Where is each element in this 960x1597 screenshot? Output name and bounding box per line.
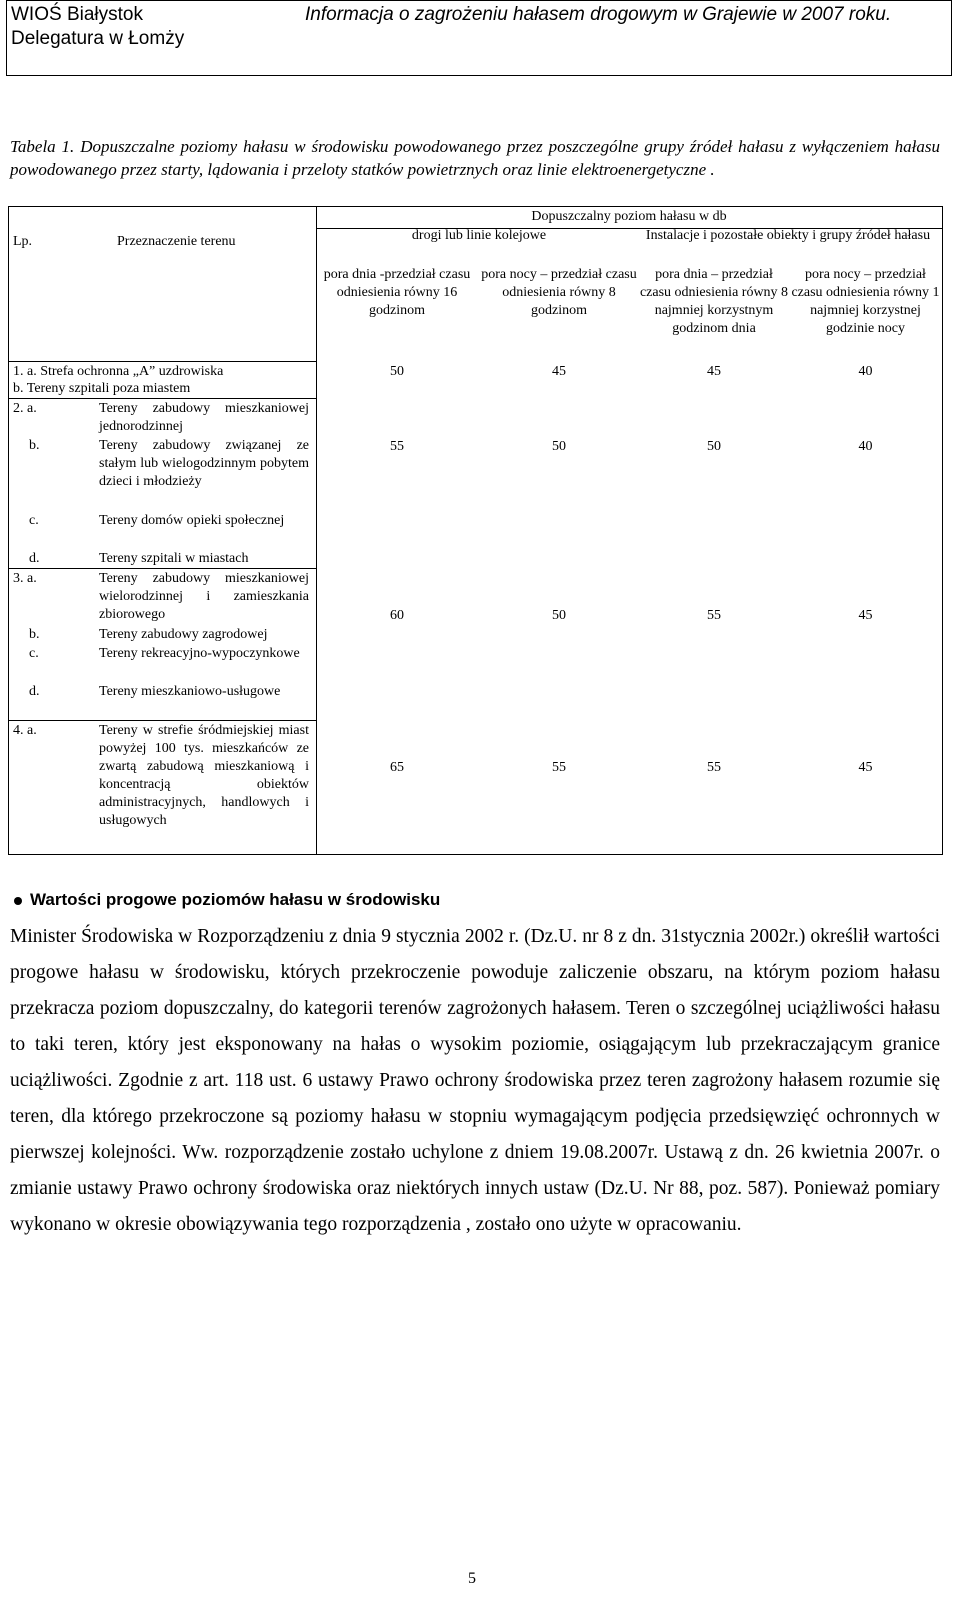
value-cell: 50 <box>390 364 404 379</box>
row2-b: Tereny zabudowy związanej ze stałym lub wielogodzinnym pobytem dzieci i młodzieży <box>99 438 309 489</box>
row2-d-num: d. <box>29 551 40 566</box>
row1-a: 1. a. Strefa ochronna „A” uzdrowiska <box>13 364 224 379</box>
row3-b-num: b. <box>29 627 40 642</box>
organization <box>11 3 184 51</box>
row3-c: Tereny rekreacyjno-wypoczynkowe <box>99 646 300 661</box>
value-cell: 45 <box>858 608 873 623</box>
noise-limits-table <box>8 206 943 855</box>
row3-b: Tereny zabudowy zagrodowej <box>99 627 268 642</box>
table-divider <box>9 568 316 569</box>
value-cell: 50 <box>552 608 566 623</box>
row1-b: b. Tereny szpitali poza miastem <box>13 381 191 396</box>
row3-d-num: d. <box>29 684 40 699</box>
roads-header: drogi lub linie kolejowe <box>411 228 547 243</box>
page-header <box>6 0 952 76</box>
row3-c-num: c. <box>29 646 39 661</box>
col-lp-header: Lp. <box>13 234 33 249</box>
value-cell: 45 <box>552 364 566 379</box>
row2-a: Tereny zabudowy mieszkaniowej jednorodzinnej <box>99 401 309 434</box>
table-divider <box>9 361 316 362</box>
value-cell: 50 <box>552 439 566 454</box>
col-night-install-header: pora nocy – przedział czasu odniesienia równy 1 najmniej korzystnej godzinie nocy <box>791 267 940 336</box>
row2-d: Tereny szpitali w miastach <box>99 551 249 566</box>
row3-d: Tereny mieszkaniowo-usługowe <box>99 684 281 699</box>
value-cell: 50 <box>707 439 721 454</box>
value-cell: 55 <box>390 439 404 454</box>
table-caption: Tabela 1. Dopuszczalne poziomy hałasu w środowisku powodowanego przez poszczególne grupy źródeł hałasu z wyłączeniem hałasu powodowanego przez starty, lądowania i przeloty statków powietrznych oraz linie elektroenergetyczne . <box>10 137 940 179</box>
row4-a: Tereny w strefie śródmiejskiej miast powyżej 100 tys. mieszkańców ze zwartą zabudową mieszkaniową i koncentracją obiektów administracyjnych, handlowych i usługowych <box>99 723 309 828</box>
row2-c-num: c. <box>29 513 39 528</box>
table-divider <box>9 720 316 721</box>
value-cell: 65 <box>390 760 404 775</box>
value-cell: 60 <box>390 608 404 623</box>
bullet-icon <box>14 897 22 905</box>
page-number: 5 <box>468 1570 476 1587</box>
col-day-roads-header: pora dnia -przedział czasu odniesienia równy 16 godzinom <box>323 267 471 318</box>
value-cell: 45 <box>858 760 873 775</box>
value-cell: 55 <box>552 760 566 775</box>
section-heading-text: Wartości progowe poziomów hałasu w środowisku <box>30 890 441 909</box>
body-paragraph: Minister Środowiska w Rozporządzeniu z dnia 9 stycznia 2002 r. (Dz.U. nr 8 z dn. 31stycznia 2002r.) określił wartości progowe hałasu w środowisku, których przekroczenie powoduje zaliczenie obszaru, na którym poziom hałasu przekracza poziom dopuszczalny, do kategorii terenów zagrożonych hałasem. Teren o szczególnej uciążliwości hałasu to taki teren, który jest eksponowany na hałas o wysokim poziomie, osiągającym lub przekraczającym granice uciążliwości. Zgodnie z art. 118 ust. 6 ustawy Prawo ochrony środowiska przez teren zagrożony hałasem rozumie się teren, dla którego przekroczone są poziomy hałasu w stopniu wymagającym podjęcia przedsięwzięć ochronnych w pierwszej kolejności. Ww. rozporządzenie zostało uchylone z dniem 19.08.2007r. Ustawą z dn. 26 kwietnia 2007r. o zmianie ustawy Prawo ochrony środowiska oraz niektórych innych ustaw (Dz.U. Nr 88, poz. 587). Ponieważ pomiary wykonano w okresie obowiązywania tego rozporządzenia , zostało ono użyte w opracowaniu. <box>10 926 940 1235</box>
col-night-roads-header: pora nocy – przedział czasu odniesienia równy 8 godzinom <box>481 267 637 318</box>
value-cell: 55 <box>707 608 721 623</box>
row2-b-num: b. <box>29 438 40 453</box>
org-branch: Delegatura w Łomży <box>11 28 185 49</box>
value-cell: 55 <box>707 760 721 775</box>
group-header: Dopuszczalny poziom hałasu w db <box>531 209 727 224</box>
row2-a-num: 2. a. <box>13 401 37 416</box>
row3-a: Tereny zabudowy mieszkaniowej wielorodzinnej i zamieszkania zbiorowego <box>99 571 309 622</box>
row4-a-num: 4. a. <box>13 723 37 738</box>
row2-c: Tereny domów opieki społecznej <box>99 513 285 528</box>
col-purpose-header: Przeznaczenie terenu <box>117 234 236 249</box>
value-cell: 40 <box>858 439 873 454</box>
org-name: WIOŚ Białystok <box>11 4 143 25</box>
value-cell: 40 <box>858 364 873 379</box>
col-day-install-header: pora dnia – przedział czasu odniesienia równy 8 najmniej korzystnym godzinom dnia <box>639 267 789 336</box>
installations-header: Instalacje i pozostałe obiekty i grupy źródeł hałasu <box>645 228 931 243</box>
row3-a-num: 3. a. <box>13 571 37 586</box>
report-title: Informacja o zagrożeniu hałasem drogowym w Grajewie w 2007 roku. <box>305 4 892 25</box>
section-heading <box>14 890 440 910</box>
value-cell: 45 <box>707 364 721 379</box>
table-divider <box>9 398 316 399</box>
